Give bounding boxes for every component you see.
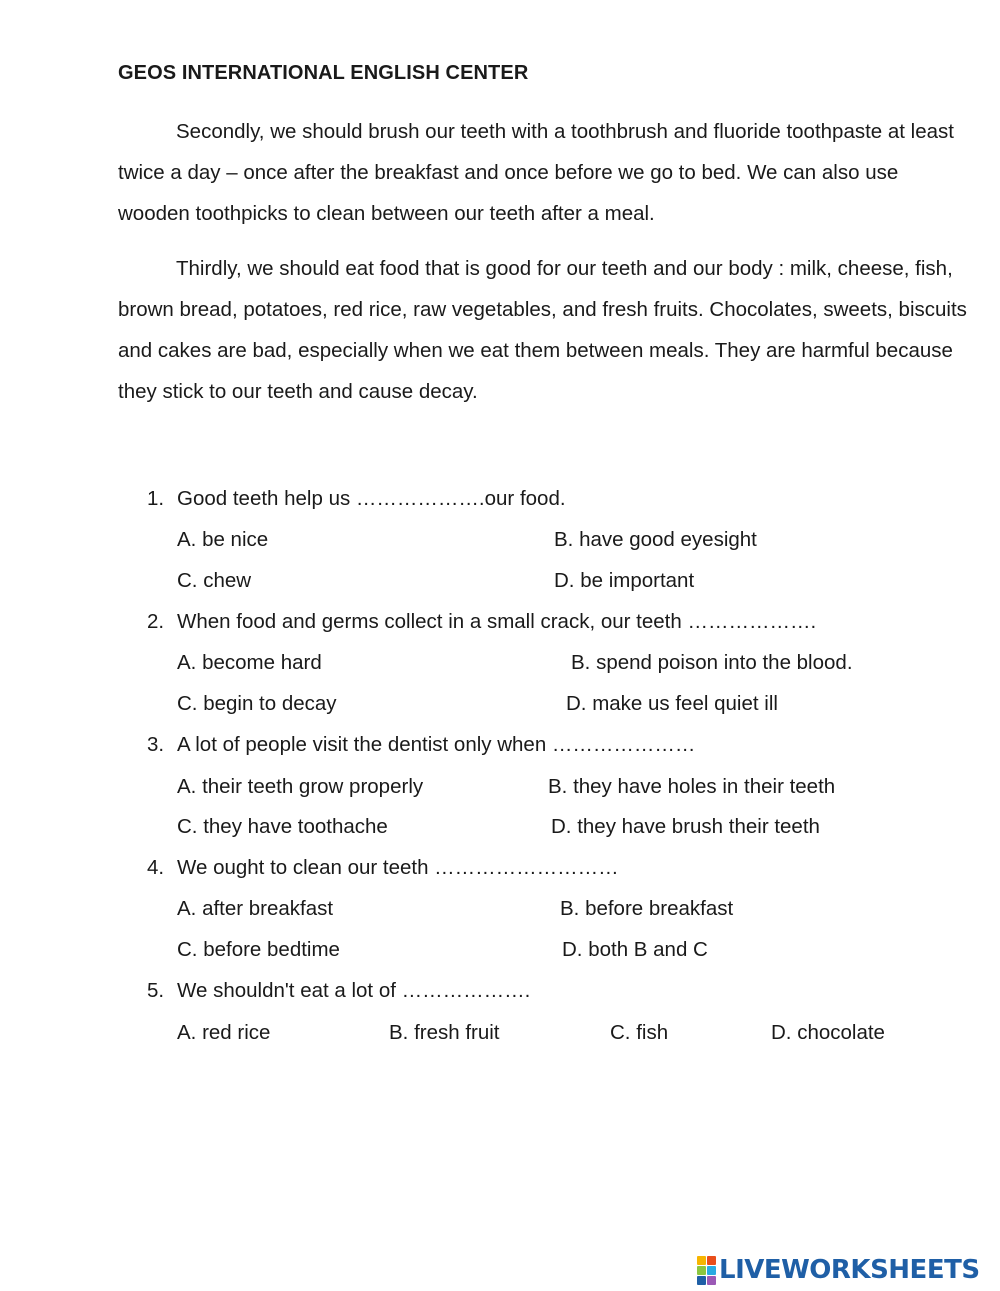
- logo-square: [697, 1276, 706, 1285]
- question-number: 3.: [147, 733, 165, 756]
- question-number: 2.: [147, 610, 165, 633]
- question-text: We shouldn't eat a lot of ……………….: [177, 979, 531, 1002]
- question-number: 1.: [147, 487, 165, 510]
- logo-square: [707, 1266, 716, 1275]
- question-3-option-b[interactable]: B. they have holes in their teeth: [548, 775, 836, 798]
- question-number: 4.: [147, 856, 165, 879]
- question-4-option-b[interactable]: B. before breakfast: [560, 897, 734, 920]
- question-3-option-d[interactable]: D. they have brush their teeth: [551, 815, 820, 838]
- question-2-option-d[interactable]: D. make us feel quiet ill: [566, 692, 778, 715]
- center-title: GEOS INTERNATIONAL ENGLISH CENTER: [118, 62, 529, 84]
- question-1-option-a[interactable]: A. be nice: [177, 528, 269, 551]
- question-2-option-b[interactable]: B. spend poison into the blood.: [571, 651, 853, 674]
- passage-paragraph-3: Thirdly, we should eat food that is good for our teeth and our body : milk, cheese, fish, brown bread, potatoes, red rice, raw vegetables, and fresh fruits. Chocolates, sweets, biscuits and cakes are bad, especially when we eat them between meals. They are harmful because they stick to our teeth and cause decay.: [118, 257, 967, 403]
- question-1-option-c[interactable]: C. chew: [177, 569, 252, 592]
- logo-square: [697, 1256, 706, 1265]
- question-text: When food and germs collect in a small crack, our teeth ……………….: [177, 610, 817, 633]
- question-text: Good teeth help us ……………….our food.: [177, 487, 566, 510]
- logo-square: [707, 1256, 716, 1265]
- logo-square: [707, 1276, 716, 1285]
- question-5-option-d[interactable]: D. chocolate: [771, 1021, 885, 1044]
- question-number: 5.: [147, 979, 165, 1002]
- question-5-option-c[interactable]: C. fish: [610, 1021, 669, 1044]
- logo-square: [697, 1266, 706, 1275]
- liveworksheets-logo[interactable]: [697, 1255, 980, 1285]
- question-2-option-c[interactable]: C. begin to decay: [177, 692, 337, 715]
- question-text: We ought to clean our teeth ………………………: [177, 856, 619, 879]
- question-1-option-b[interactable]: B. have good eyesight: [554, 528, 757, 551]
- question-2-option-a[interactable]: A. become hard: [177, 651, 322, 674]
- question-1-option-d[interactable]: D. be important: [554, 569, 695, 592]
- passage-paragraph-2: Secondly, we should brush our teeth with a toothbrush and fluoride toothpaste at least twice a day – once after the breakfast and once before we go to bed. We can also use wooden toothpicks to clean between our teeth after a meal.: [118, 120, 954, 225]
- question-4-option-c[interactable]: C. before bedtime: [177, 938, 340, 961]
- question-3-option-c[interactable]: C. they have toothache: [177, 815, 388, 838]
- logo-text: LIVEWORKSHEETS: [719, 1255, 980, 1285]
- question-3-option-a[interactable]: A. their teeth grow properly: [177, 775, 424, 798]
- question-text: A lot of people visit the dentist only when …………………: [177, 733, 696, 756]
- liveworksheets-logo-icon: [697, 1256, 716, 1285]
- question-5-option-a[interactable]: A. red rice: [177, 1021, 271, 1044]
- question-4-option-a[interactable]: A. after breakfast: [177, 897, 334, 920]
- question-5-option-b[interactable]: B. fresh fruit: [389, 1021, 500, 1044]
- question-4-option-d[interactable]: D. both B and C: [562, 938, 708, 961]
